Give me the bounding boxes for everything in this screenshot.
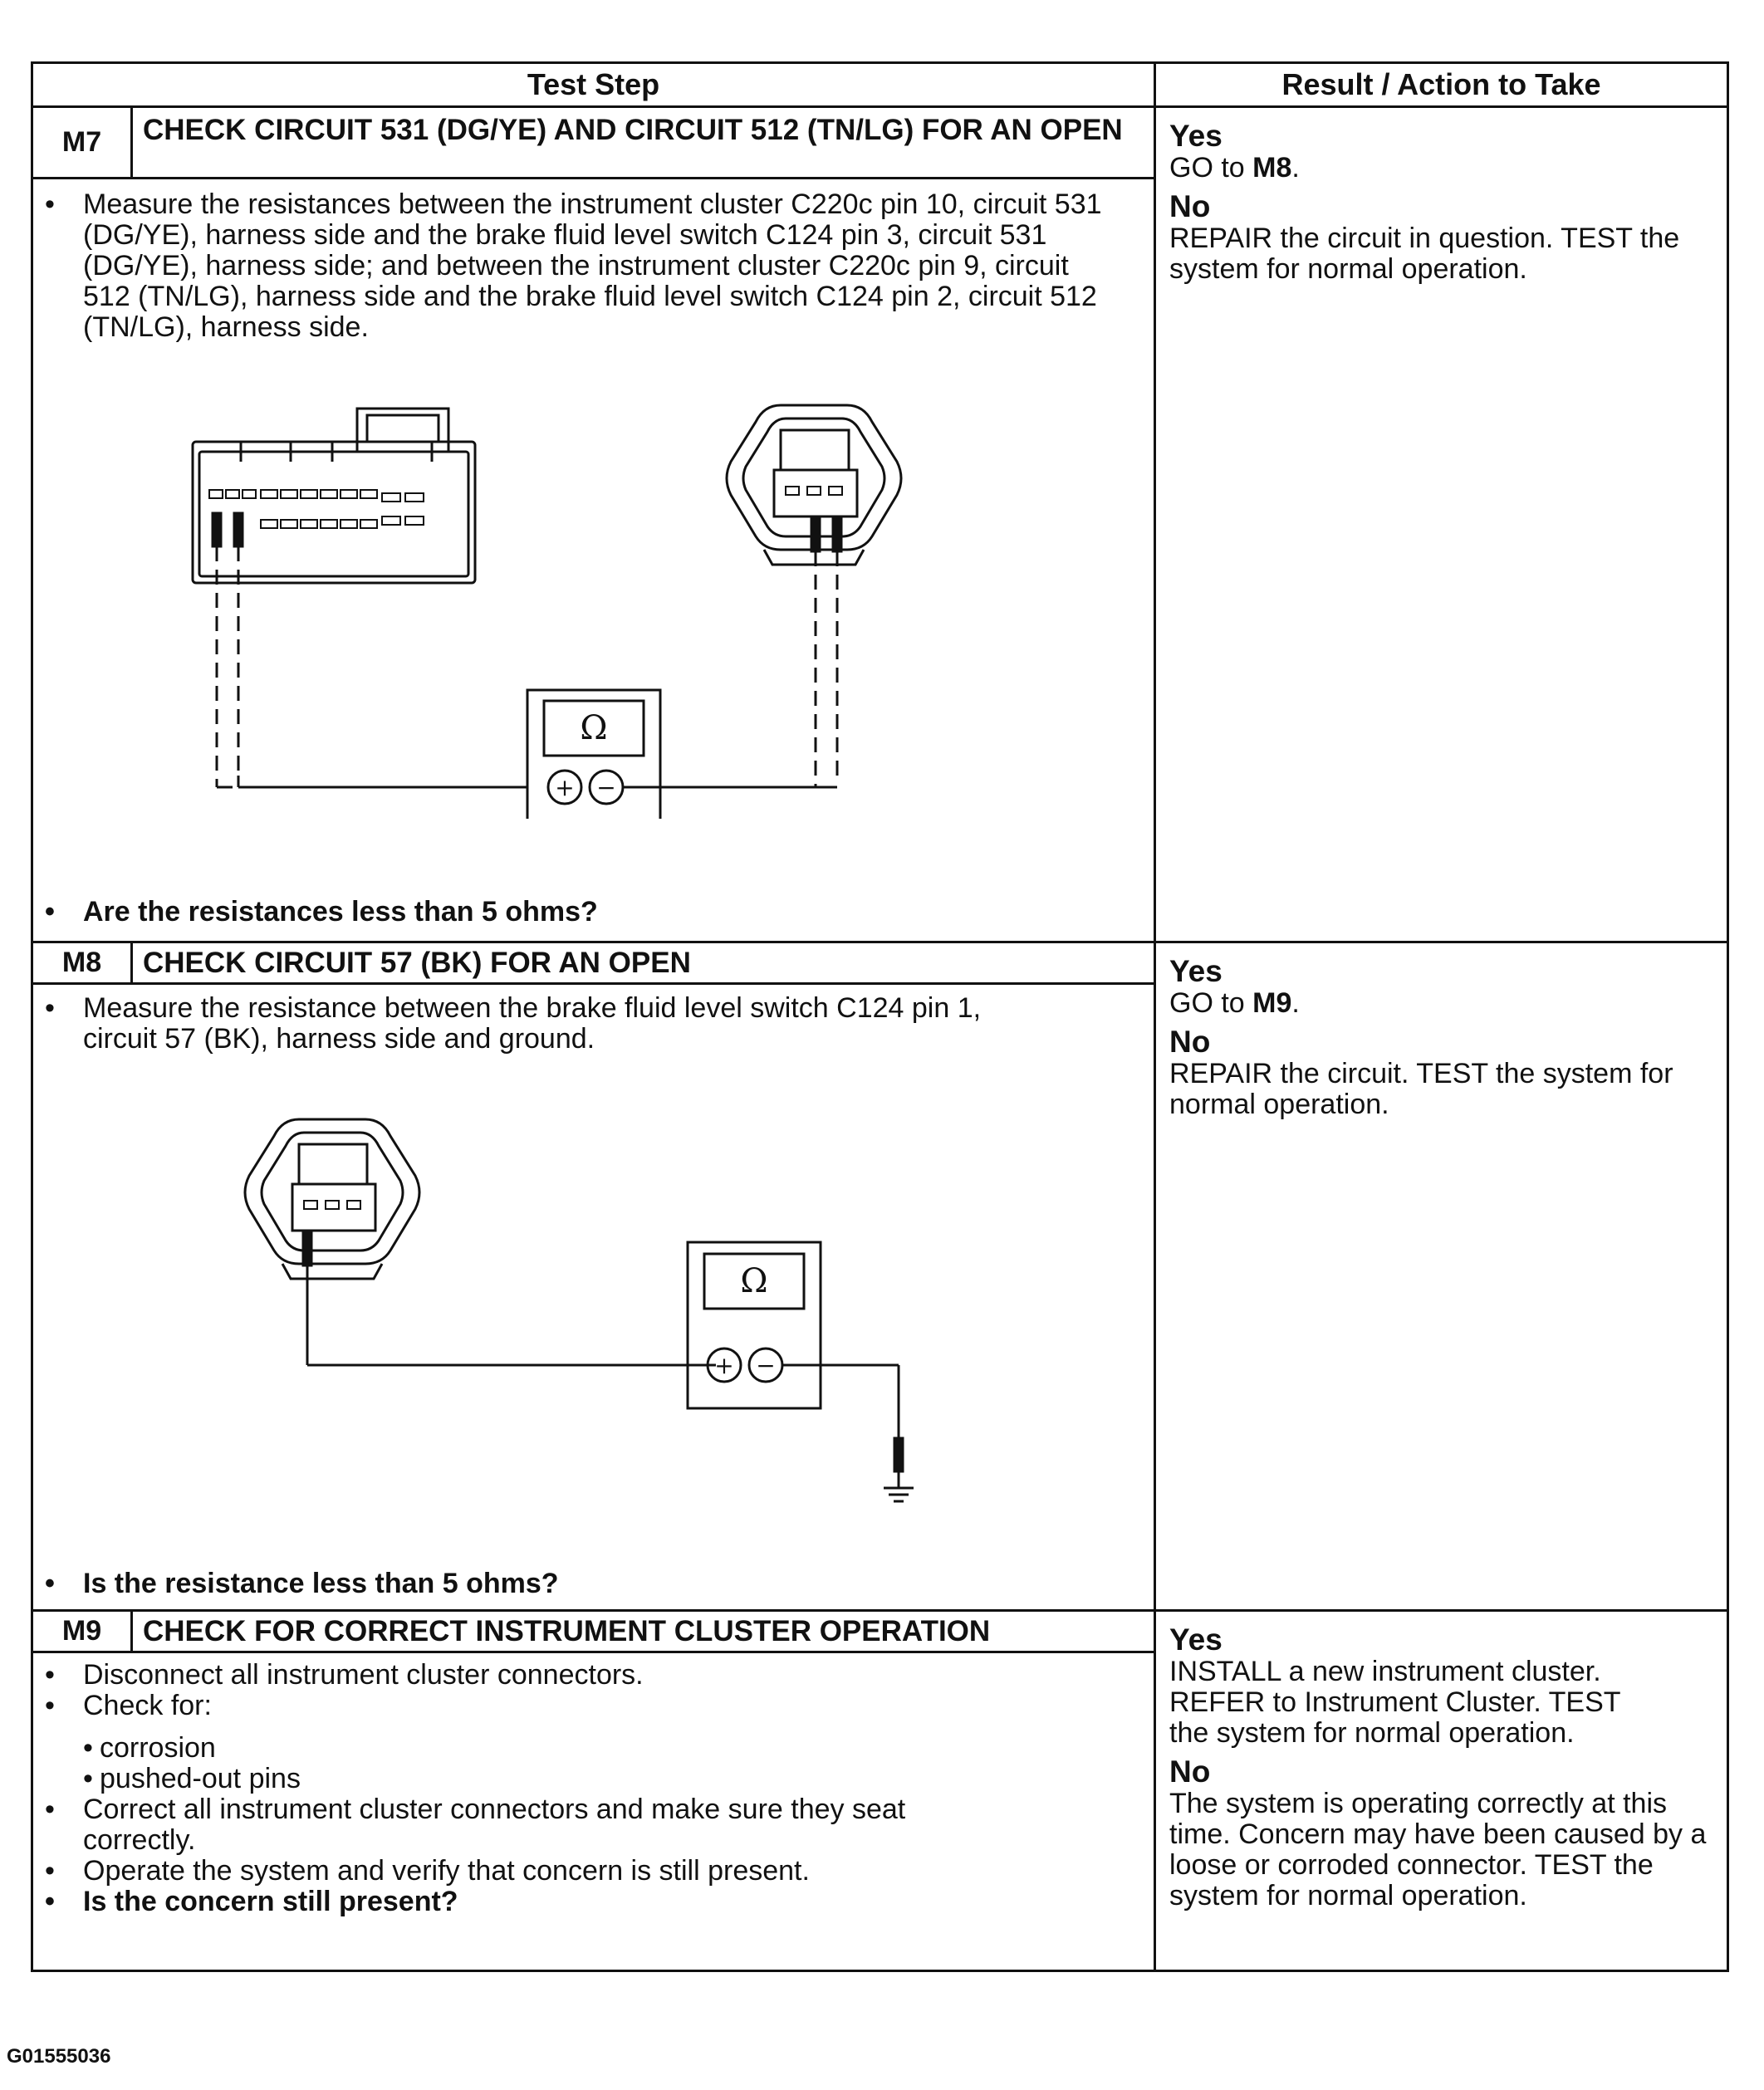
question-item: • Are the resistances less than 5 ohms?: [33, 897, 1154, 928]
step-body: [32, 984, 1155, 1611]
figure-code: G01555036: [7, 2045, 111, 2068]
yes-text: GO to: [1169, 152, 1245, 184]
yes-text: GO to: [1169, 987, 1245, 1019]
no-text: REPAIR the circuit. TEST the system for normal operation.: [1169, 1058, 1673, 1120]
result-header: Result / Action to Take: [1155, 63, 1728, 107]
test-step-header: Test Step: [32, 63, 1155, 107]
yes-target: M9: [1252, 987, 1292, 1019]
no-text: The system is operating correctly at this time. Concern may have been caused by a loose or corroded connector. TEST the system for normal operation.: [1169, 1788, 1707, 1911]
step-result: Yes GO to M9. No REPAIR the circuit. TEST the system for normal operation.: [1155, 942, 1728, 1611]
yes-label: Yes: [1169, 954, 1223, 988]
diagnostic-table: [31, 61, 1729, 1972]
instruction-item: • Operate the system and verify that concern is still present.: [33, 1856, 1004, 1887]
step-id: M7: [32, 107, 132, 179]
no-text: REPAIR the circuit in question. TEST the system for normal operation.: [1169, 223, 1680, 285]
ohm-symbol: Ω: [740, 1262, 768, 1300]
no-label: No: [1169, 1755, 1211, 1789]
yes-label: Yes: [1169, 119, 1223, 153]
yes-label: Yes: [1169, 1623, 1223, 1657]
yes-target: M8: [1252, 152, 1292, 184]
m7-wiring-diagram: [183, 404, 930, 819]
step-id: M8: [32, 942, 132, 984]
instruction-item: • Measure the resistance between the brake fluid level switch C124 pin 1, circuit 57 (BK), harness side and ground.: [33, 993, 1154, 1055]
plus-terminal-symbol: +: [714, 1352, 734, 1379]
no-label: No: [1169, 189, 1211, 223]
minus-terminal-symbol: −: [596, 774, 616, 801]
yes-text: INSTALL a new instrument cluster. REFER to Instrument Cluster. TEST the system for normal operation.: [1169, 1656, 1620, 1749]
instruction-item: • Measure the resistances between the instrument cluster C220c pin 10, circuit 531 (DG/YE), harness side and the brake fluid level switch C124 pin 3, circuit 531 (DG/YE), harness side; and between the instrument cluster C220c pin 9, circuit 512 (TN/LG), harness side and the brake fluid level switch C124 pin 2, circuit 512 (TN/LG), harness side.: [33, 189, 1154, 343]
step-body: [32, 1652, 1155, 1971]
no-label: No: [1169, 1025, 1211, 1059]
step-result: [1155, 1611, 1728, 1971]
step-result: Yes GO to M8. No REPAIR the circuit in question. TEST the system for normal operation.: [1155, 107, 1728, 942]
ohm-symbol: Ω: [580, 709, 608, 747]
step-title: CHECK FOR CORRECT INSTRUMENT CLUSTER OPERATION: [132, 1611, 1155, 1652]
step-body: [32, 179, 1155, 942]
instruction-item: • Disconnect all instrument cluster connectors.: [33, 1660, 1054, 1691]
question-item: • Is the resistance less than 5 ohms?: [33, 1569, 1154, 1599]
step-title: CHECK CIRCUIT 57 (BK) FOR AN OPEN: [132, 942, 1155, 984]
m8-wiring-diagram: [216, 1118, 963, 1533]
question-item: • Is the concern still present?: [33, 1887, 1004, 1917]
plus-terminal-symbol: +: [555, 774, 575, 801]
check-subitem: • pushed-out pins: [83, 1764, 1154, 1794]
check-subitem: • corrosion: [83, 1733, 1154, 1764]
instruction-item: • Check for:: [33, 1691, 1054, 1721]
minus-terminal-symbol: −: [756, 1352, 776, 1379]
instruction-item: • Correct all instrument cluster connectors and make sure they seat correctly.: [33, 1794, 1004, 1856]
step-title: CHECK CIRCUIT 531 (DG/YE) AND CIRCUIT 512 (TN/LG) FOR AN OPEN: [132, 107, 1155, 179]
step-id: M9: [32, 1611, 132, 1652]
